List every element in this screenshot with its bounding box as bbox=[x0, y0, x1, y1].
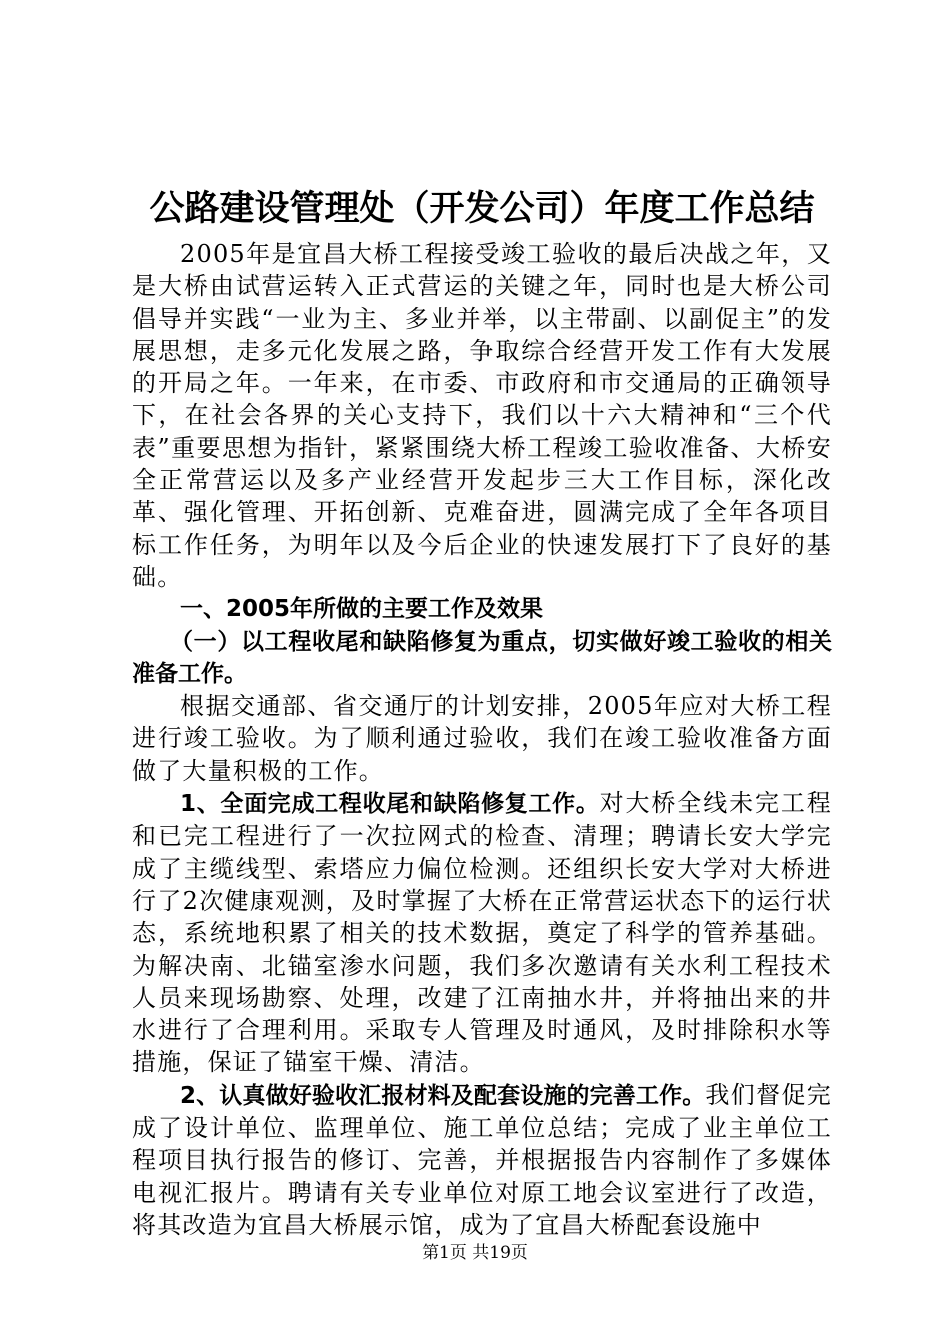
body-paragraph: 根据交通部、省交通厅的计划安排，2005年应对大桥工程进行竣工验收。为了顺利通过验收，我们在竣工验收准备方面做了大量积极的工作。 bbox=[132, 692, 832, 785]
subsection-heading: （一）以工程收尾和缺陷修复为重点，切实做好竣工验收的相关准备工作。 bbox=[132, 628, 832, 687]
item-body-text: 对大桥全线未完工程和已完工程进行了一次拉网式的检查、清理；聘请长安大学完成了主缆线型、索塔应力偏位检测。还组织长安大学对大桥进行了2次健康观测，及时掌握了大桥在正常营运状态下的运行状态，系统地积累了相关的技术数据，奠定了科学的管养基础。为解决南、北锚室渗水问题，我们多次邀请有关水利工程技术人员来现场勘察、处理，改建了江南抽水井，并将抽出来的井水进行了合理利用。采取专人管理及时通风，及时排除积水等措施，保证了锚室干燥、清洁。 bbox=[132, 789, 832, 1077]
document-body bbox=[132, 180, 832, 1241]
document-title: 公路建设管理处（开发公司）年度工作总结 bbox=[149, 188, 815, 229]
section-heading: 一、2005年所做的主要工作及效果 bbox=[180, 596, 544, 623]
item-lead-text: 1、全面完成工程收尾和缺陷修复工作。 bbox=[180, 791, 600, 818]
list-item bbox=[132, 787, 832, 1079]
item-lead-text: 2、认真做好验收汇报材料及配套设施的完善工作。 bbox=[180, 1082, 706, 1109]
intro-paragraph: 2005年是宜昌大桥工程接受竣工验收的最后决战之年，又是大桥由试营运转入正式营运的关键之年，同时也是大桥公司倡导并实践“一业为主、多业并举，以主带副、以副促主”的发展思想，走多元化发展之路，争取综合经营开发工作有大发展的开局之年。一年来，在市委、市政府和市交通局的正确领导下，在社会各界的关心支持下，我们以十六大精神和“三个代表”重要思想为指针，紧紧围绕大桥工程竣工验收准备、大桥安全正常营运以及多产业经营开发起步三大工作目标，深化改革、强化管理、开拓创新、克难奋进，圆满完成了全年各项目标工作任务，为明年以及今后企业的快速发展打下了良好的基础。 bbox=[132, 240, 832, 591]
page-footer: 第1页 共19页 bbox=[422, 1243, 528, 1263]
item-body-text: 我们督促完成了设计单位、监理单位、施工单位总结；完成了业主单位工程项目执行报告的修订、完善，并根据报告内容制作了多媒体电视汇报片。聘请有关专业单位对原工地会议室进行了改造，将其改造为宜昌大桥展示馆，成为了宜昌大桥配套设施中 bbox=[132, 1080, 832, 1239]
list-item bbox=[132, 1079, 832, 1241]
